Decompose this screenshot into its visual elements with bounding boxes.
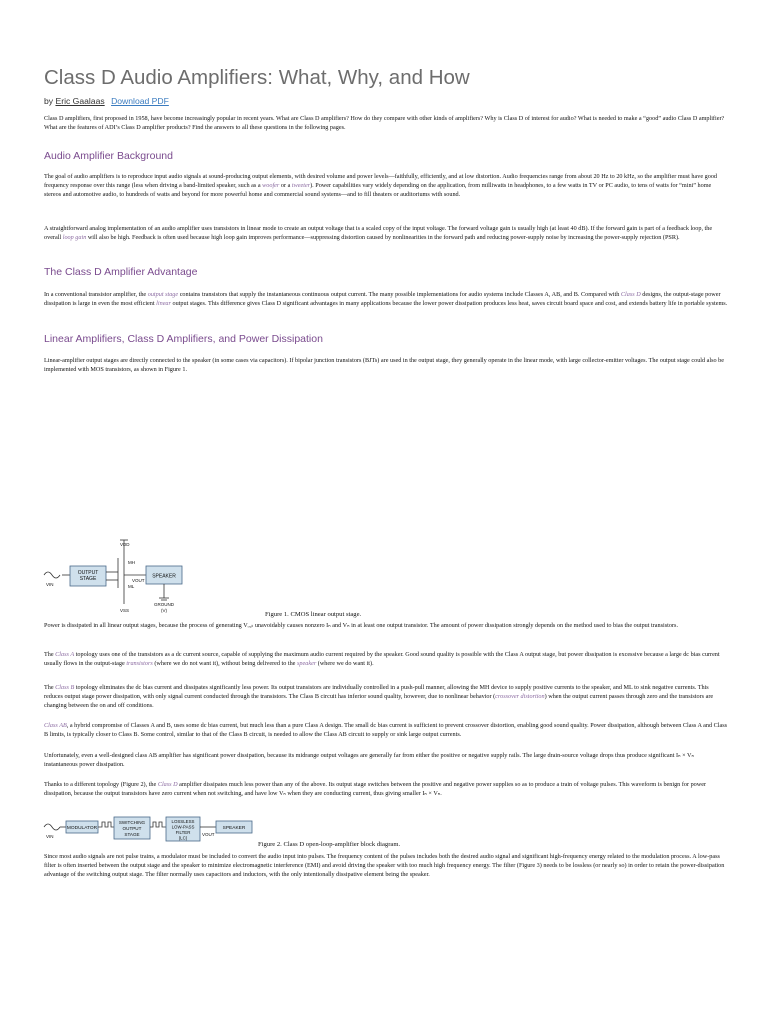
fig2-stage-label: STAGE	[124, 832, 140, 837]
fig2-speaker-label: SPEAKER	[222, 826, 246, 831]
figure-2-caption: Figure 2. Class D open-loop-amplifier block diagram.	[258, 841, 401, 848]
fig1-speaker-label: SPEAKER	[152, 573, 176, 580]
linear-paragraph-1: Linear-amplifier output stages are directly connected to the speaker (in some cases via capacitors). If bipolar junction transistors (BJTs) are used in the output stage, they generally operate in the linear mode, with large collector-emitter voltages. The output stage could also be implemented with MOS transistors, as shown in Figure 1.	[44, 357, 725, 374]
fig2-modulator-label: MODULATOR	[66, 826, 98, 831]
author-link[interactable]: Eric Gaalaas	[55, 96, 105, 106]
section-heading-linear: Linear Amplifiers, Class D Amplifiers, and Power Dissipation	[44, 333, 323, 345]
figure-1-caption: Figure 1. CMOS linear output stage.	[265, 611, 362, 618]
byline-prefix: by	[44, 96, 54, 106]
section-heading-advantage: The Class D Amplifier Advantage	[44, 266, 198, 278]
fig2-lossless-label: LOSSLESS	[171, 819, 195, 824]
fig2-lc-label: (LC)	[178, 835, 188, 841]
linear-paragraph-8: Since most audio signals are not pulse trains, a modulator must be included to convert the audio input into pulses. The frequency content of the pulses includes both the desired audio signal and significant high-frequency energy related to the modulation process. A low-pass filter is often inserted between the output stage and the speaker to minimize electromagnetic interference (EMI) and avoid driving the speaker with too much high frequency energy. The filter (Figure 3) needs to be lossless (or nearly so) in order to retain the power-dissipation advantage of the switching output stage. The filter normally uses capacitors and inductors, with the only intentionally dissipative element being the speaker.	[44, 853, 725, 879]
article-title: Class D Audio Amplifiers: What, Why, and How	[44, 66, 470, 89]
background-paragraph-1: The goal of audio amplifiers is to reproduce input audio signals at sound-producing output elements, with desired volume and power levels—faithfully, efficiently, and at low distortion. Audio frequencies range from about 20 Hz to 20 kHz, so the amplifier must have good frequency response over this range (less when driving a band-limited speaker, such as a woofer or a tweeter). Power capabilities vary widely depending on the application, from milliwatts in headphones, to a few watts in TV or PC audio, to tens of watts for “mini” home stereos and automotive audio, to hundreds of watts and beyond for more powerful home and commercial sound systems—and to fill theaters or auditoriums with sound.	[44, 173, 718, 199]
fig2-vout-label: VOUT	[202, 832, 215, 837]
figure-1-diagram	[40, 538, 300, 614]
download-pdf-link[interactable]: Download PDF	[111, 96, 169, 106]
background-paragraph-2: A straightforward analog implementation of an audio amplifier uses transistors in linear mode to create an output voltage that is a scaled copy of the input voltage. The forward voltage gain is usually high (at least 40 dB). If the forward gain is part of a feedback loop, the overall loop gain will also be high. Feedback is often used because high loop gain improves performance—suppressing distortion caused by nonlinearities in the forward path and reducing power-supply noise by increasing the power-supply rejection (PSR).	[44, 225, 713, 242]
figure-2-diagram	[40, 812, 290, 846]
fig2-output-label: OUTPUT	[122, 826, 142, 831]
linear-paragraph-5: Class AB, a hybrid compromise of Classes A and B, uses some dc bias current, but much less than a pure Class A design. The small dc bias current is sufficient to prevent crossover distortion, enabling good sound quality. Power dissipation, although between Class A and Class B limits, is typically closer to Class B. Some control, similar to that of the Class B circuit, is needed to allow the Class AB circuit to supply or sink large output currents.	[44, 722, 728, 739]
fig1-vss-label: VSS	[120, 608, 130, 613]
advantage-paragraph: In a conventional transistor amplifier, the output stage contains transistors that supply the instantaneous continuous output current. The many possible implementations for audio systems include Classes A, AB, and B. Compared with Class D designs, the output-stage power dissipation is large in even the most efficient linear output stages. This difference gives Class D significant advantages in many applications because the lower power dissipation produces less heat, saves circuit board space and cost, and extends battery life in portable systems.	[44, 291, 728, 308]
fig1-output-label: OUTPUT	[77, 570, 99, 576]
fig1-vout-label: VOUT	[132, 578, 145, 583]
fig1-ml-label: ML	[128, 584, 135, 589]
fig1-stage-label: STAGE	[79, 576, 97, 582]
linear-paragraph-7: Thanks to a different topology (Figure 2), the Class D amplifier dissipates much less power than any of the above. Its output stage switches between the positive and negative power supplies so as to produce a train of voltage pulses. This waveform is benign for power dissipation, because the output transistors have zero current when not switching, and have low Vₙ when they are conducting current, thus giving smaller Iₙ × Vₙ.	[44, 781, 707, 798]
linear-paragraph-4: The Class B topology eliminates the dc bias current and dissipates significantly less power. Its output transistors are individually controlled in a push-pull manner, allowing the MH device to supply positive currents to the speaker, and ML to sink negative currents. This reduces output stage power dissipation, with only signal current conducted through the transistors. The Class B circuit has inferior sound quality, however, due to nonlinear behavior (crossover distortion) when the output current passes through zero and the transistors are changing between the on and off conditions.	[44, 684, 714, 710]
linear-paragraph-3: The Class A topology uses one of the transistors as a dc current source, capable of supplying the maximum audio current required by the speaker. Good sound quality is possible with the Class A output stage, but power dissipation is excessive because a large dc bias current usually flows in the output-stage transistors (where we do not want it), without being delivered to the speaker (where we do want it).	[44, 651, 720, 668]
fig1-ground-label: GROUND	[154, 602, 174, 607]
fig1-vin-label: VIN	[46, 582, 54, 587]
linear-paragraph-6: Unfortunately, even a well-designed class AB amplifier has significant power dissipation, because its midrange output voltages are generally far from either the positive or negative supply rails. The large drain-source voltage drops thus produce significant Iₙ × Vₙ instantaneous power dissipation.	[44, 752, 694, 769]
byline	[44, 96, 169, 106]
section-heading-background: Audio Amplifier Background	[44, 150, 173, 162]
linear-paragraph-2: Power is dissipated in all linear output stages, because the process of generating Vₒᵤₜ unavoidably causes nonzero Iₙ and Vₙ in at least one output transistor. The amount of power dissipation strongly depends on the method used to bias the output transistors.	[44, 622, 679, 629]
fig2-filter-label: FILTER	[175, 830, 191, 835]
fig1-mh-label: MH	[128, 560, 135, 565]
fig1-ground-v-label: (V)	[161, 608, 167, 613]
fig2-switching-label: SWITCHING	[118, 820, 146, 825]
fig2-lowpass-label: LOW-PASS	[171, 824, 195, 830]
fig1-vdd-label: VDD	[120, 542, 130, 547]
fig2-vin-label: VIN	[46, 834, 54, 839]
intro-paragraph: Class D amplifiers, first proposed in 1958, have become increasingly popular in recent years. What are Class D amplifiers? How do they compare with other kinds of amplifiers? Why is Class D of interest for audio? What is needed to make a “good” audio Class D amplifier? What are the features of ADI’s Class D amplifier products? Find the answers to all these questions in the following pages.	[44, 115, 725, 132]
